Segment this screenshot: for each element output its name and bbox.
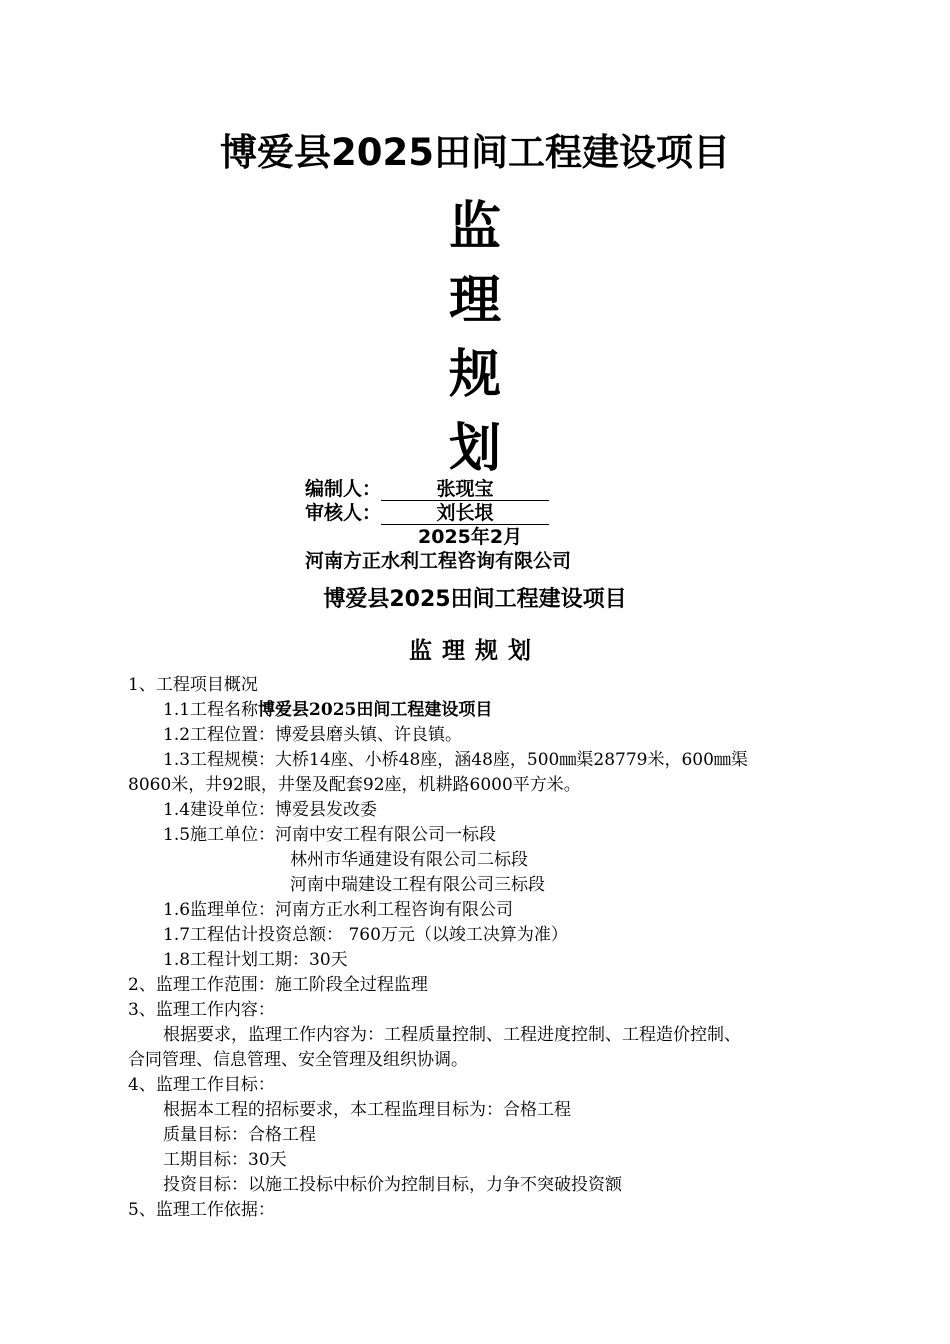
cover-char-li: 理 [448,271,501,331]
compiler-name: 张现宝 [381,478,549,501]
cover-company: 河南方正水利工程咨询有限公司 [305,550,572,572]
cover-char-jian: 监 [448,197,501,257]
section-4-line3: 工期目标：30天 [163,1150,287,1170]
item-1-6: 1.6监理单位：河南方正水利工程咨询有限公司 [163,900,514,920]
document-subtitle: 博爱县2025田间工程建设项目 [323,587,627,612]
cover-title: 博爱县2025田间工程建设项目 [220,131,730,174]
item-1-1-value: 博爱县2025田间工程建设项目 [258,700,493,720]
section-5-heading: 5、监理工作依据： [128,1200,275,1220]
compiler-label: 编制人： [305,478,382,500]
section-4-line1: 根据本工程的招标要求，本工程监理目标为：合格工程 [163,1100,571,1120]
item-1-3-line1: 1.3工程规模：大桥14座、小桥48座，涵48座，500㎜渠28779米，600㎜渠 [163,750,748,770]
item-1-5-line2: 林州市华通建设有限公司二标段 [290,850,528,870]
item-1-8: 1.8工程计划工期：30天 [163,950,348,970]
item-1-1 [163,698,492,723]
section-3-line1: 根据要求，监理工作内容为：工程质量控制、工程进度控制、工程造价控制、 [163,1025,741,1045]
plan-title: 监理规划 [409,638,541,664]
cover-date: 2025年2月 [418,526,523,548]
reviewer-name: 刘长垠 [381,502,549,525]
item-1-2: 1.2工程位置：博爱县磨头镇、许良镇。 [163,725,463,745]
item-1-7: 1.7工程估计投资总额： 760万元（以竣工决算为准） [163,925,568,945]
section-1-heading: 1、工程项目概况 [128,675,258,695]
section-3-heading: 3、监理工作内容： [128,1000,275,1020]
item-1-5-line3: 河南中瑞建设工程有限公司三标段 [290,875,545,895]
section-2: 2、监理工作范围：施工阶段全过程监理 [128,975,428,995]
item-1-5-line1: 1.5施工单位：河南中安工程有限公司一标段 [163,825,497,845]
cover-char-gui: 规 [448,345,501,405]
section-4-line2: 质量目标：合格工程 [163,1125,316,1145]
item-1-3-line2: 8060米，井92眼，井堡及配套92座，机耕路6000平方米。 [128,775,581,795]
cover-char-hua: 划 [448,419,501,479]
section-4-heading: 4、监理工作目标： [128,1075,275,1095]
reviewer-line [305,498,549,525]
reviewer-label: 审核人： [305,502,382,524]
item-1-1-label: 1.1工程名称 [163,700,259,720]
compiler-line [305,474,549,501]
section-3-line2: 合同管理、信息管理、安全管理及组织协调。 [128,1050,468,1070]
item-1-4: 1.4建设单位：博爱县发改委 [163,800,378,820]
section-4-line4: 投资目标：以施工投标中标价为控制目标，力争不突破投资额 [163,1175,622,1195]
